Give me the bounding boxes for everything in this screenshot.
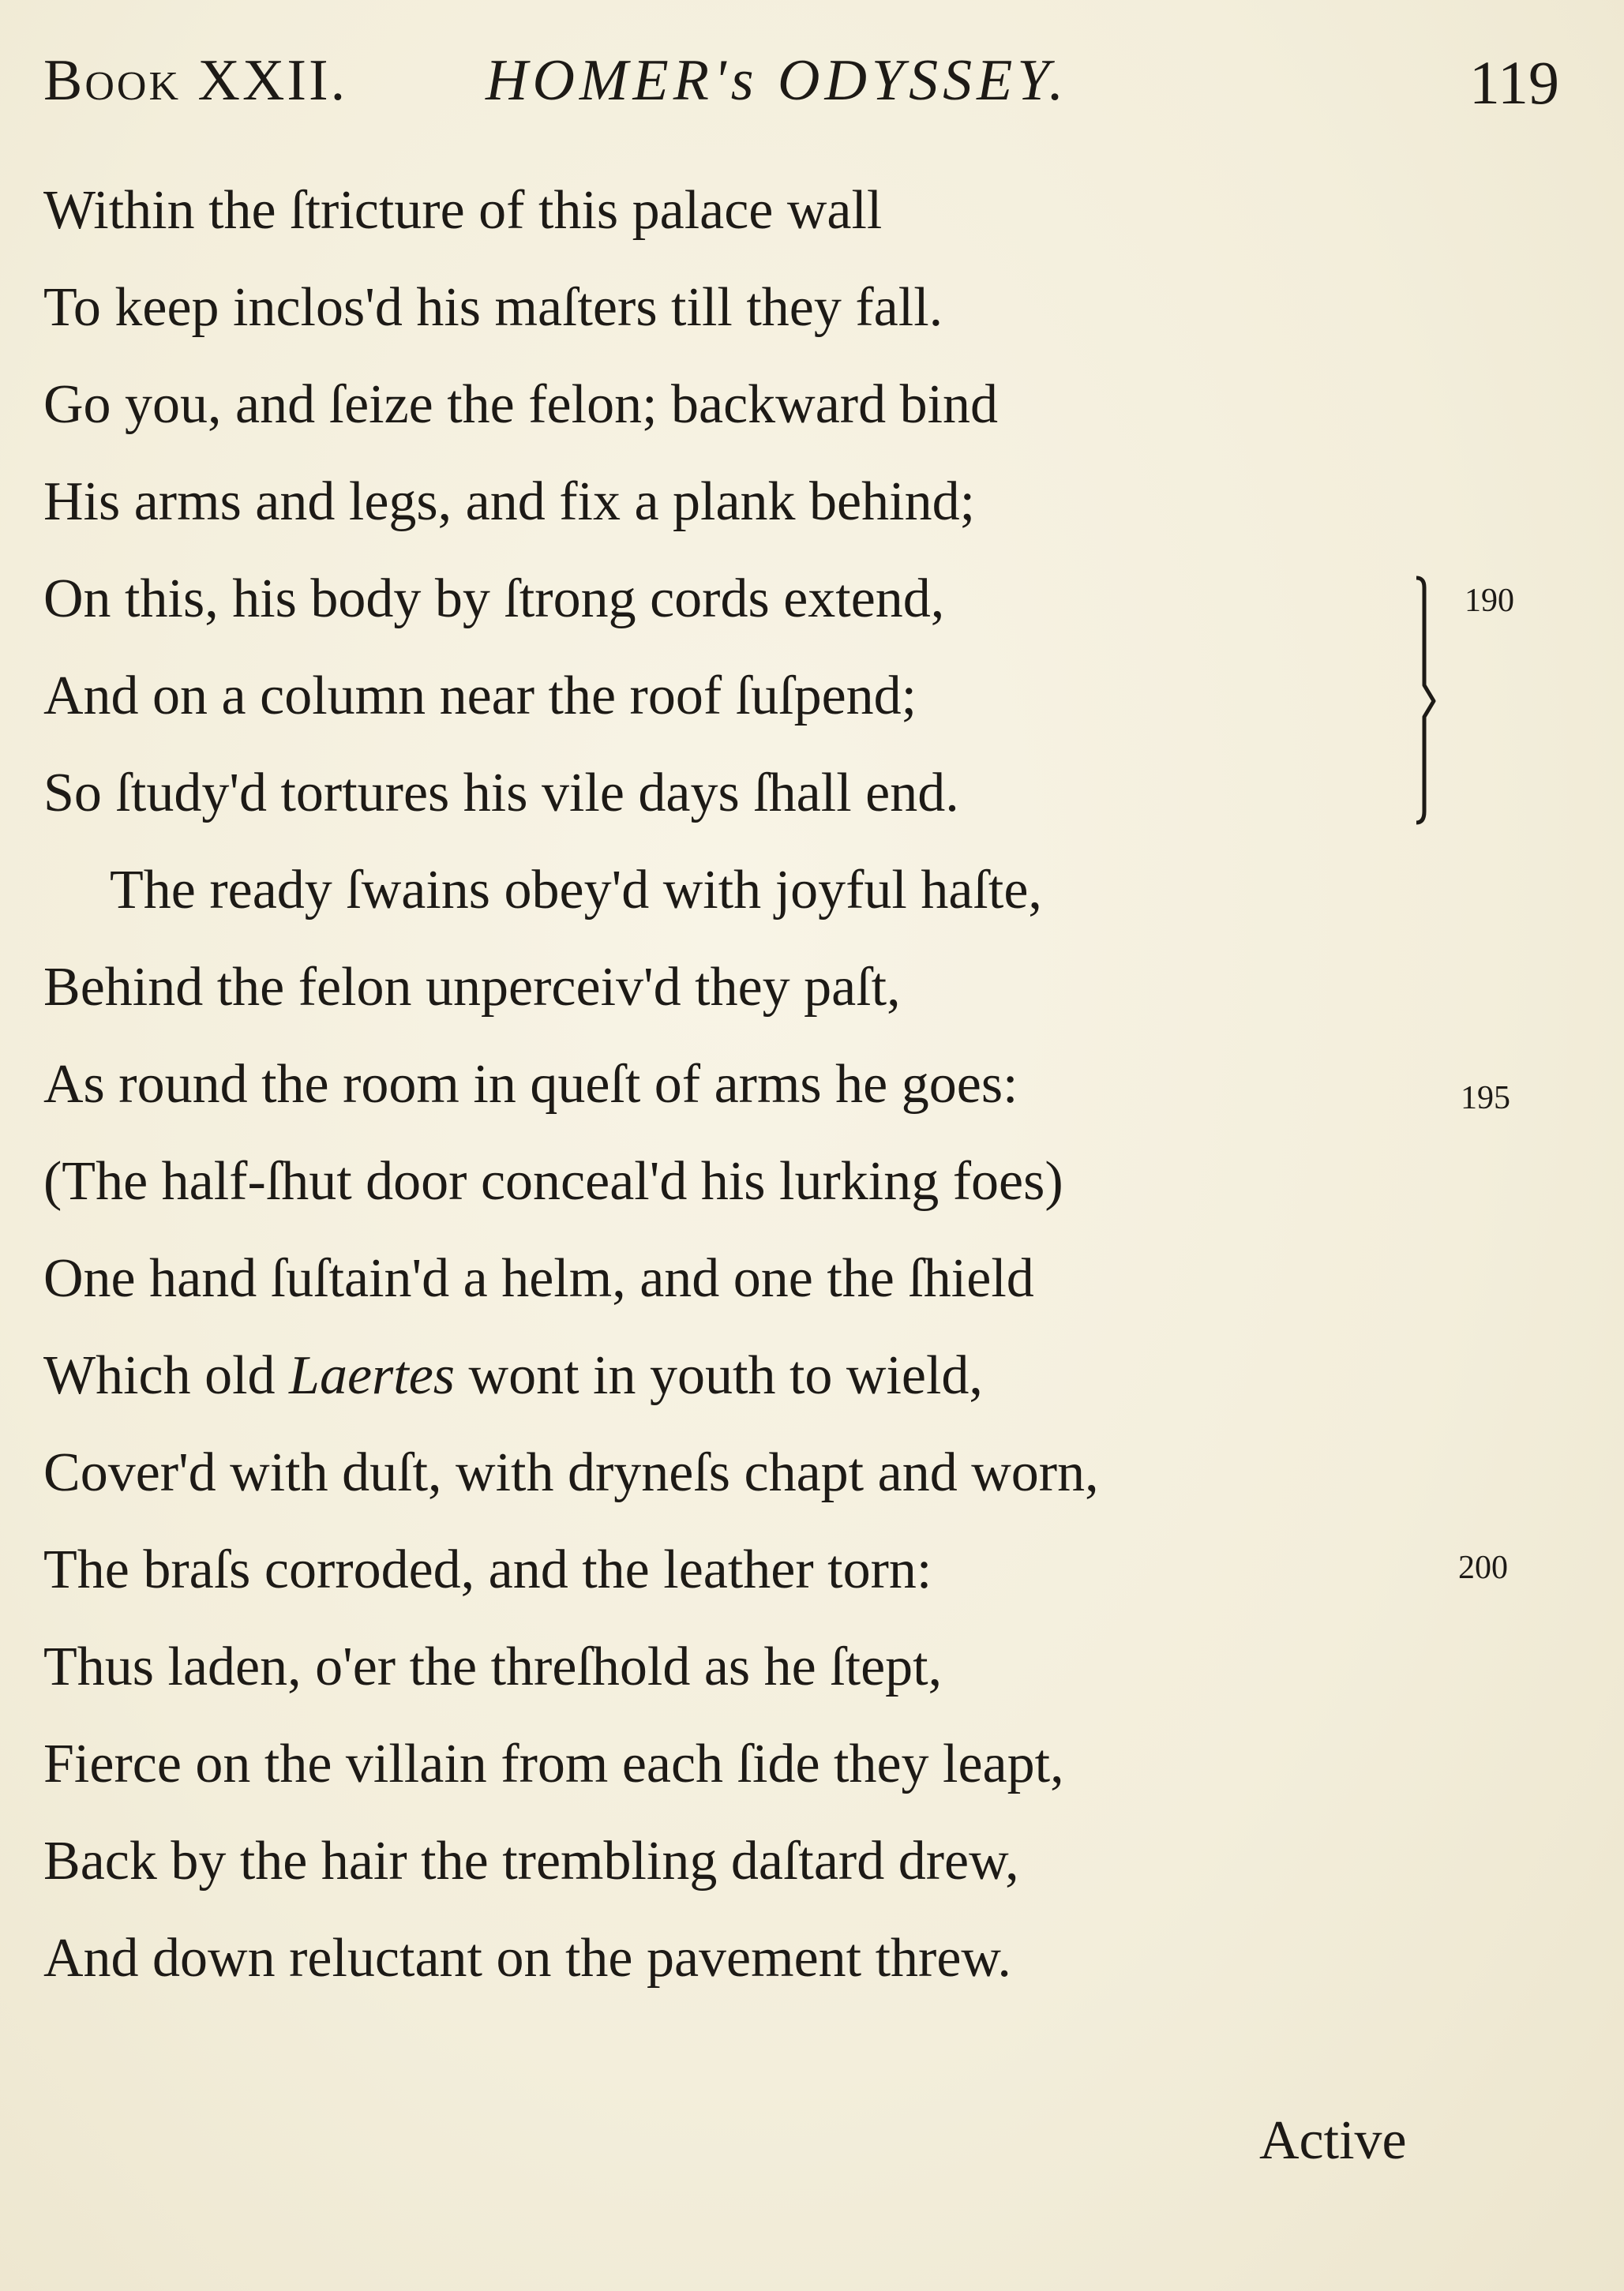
page-number: 119 (1468, 48, 1559, 117)
italic-name: Laertes (289, 1345, 456, 1406)
poem-line: And down reluctant on the pavement threw. (43, 1928, 1011, 1989)
poem-line: Fierce on the villain from each ſide they leapt, (43, 1734, 1064, 1794)
catchword: Active (1259, 2110, 1407, 2171)
poem-line (43, 1327, 1480, 1424)
poem-line: And on a column near the roof ſuſpend; (43, 666, 917, 726)
poem-line: Go you, and ſeize the felon; backward bind (43, 374, 999, 435)
poem-line: As round the room in queſt of arms he goes: (43, 1054, 1018, 1115)
poem-line: Cover'd with duſt, with dryneſs chapt and worn, (43, 1442, 1099, 1503)
poem-line-indented: The ready ſwains obey'd with joyful haſte, (110, 860, 1042, 921)
poem-line: One hand ſuſtain'd a helm, and one the ſhield (43, 1248, 1034, 1309)
poem-line: Back by the hair the trembling daſtard drew, (43, 1831, 1019, 1892)
line-text-after: wont in youth to wield, (455, 1345, 983, 1406)
poem-text (43, 162, 1480, 2007)
poem-line: On this, his body by ſtrong cords extend, (43, 568, 945, 629)
line-number-200: 200 (1458, 1550, 1508, 1586)
poem-line: The braſs corroded, and the leather torn: (43, 1539, 932, 1600)
poem-line: (The half-ſhut door conceal'd his lurking foes) (43, 1151, 1063, 1212)
running-header (43, 47, 1559, 134)
line-number-195: 195 (1461, 1080, 1510, 1116)
triplet-brace-icon (1413, 575, 1442, 827)
line-number-190: 190 (1465, 583, 1514, 619)
line-text-before: Which old (43, 1345, 290, 1406)
poem-line: So ſtudy'd tortures his vile days ſhall end. (43, 763, 959, 823)
poem-line: His arms and legs, and fix a plank behind; (43, 471, 976, 532)
poem-line: Behind the felon unperceiv'd they paſt, (43, 957, 901, 1018)
running-title: HOMER's ODYSSEY. (486, 48, 1069, 113)
poem-line: Within the ſtricture of this palace wall (43, 180, 883, 241)
book-label: Book XXII. (43, 48, 348, 113)
poem-line: Thus laden, o'er the threſhold as he ſtept, (43, 1637, 943, 1697)
poem-line: To keep inclos'd his maſters till they fall. (43, 277, 943, 338)
